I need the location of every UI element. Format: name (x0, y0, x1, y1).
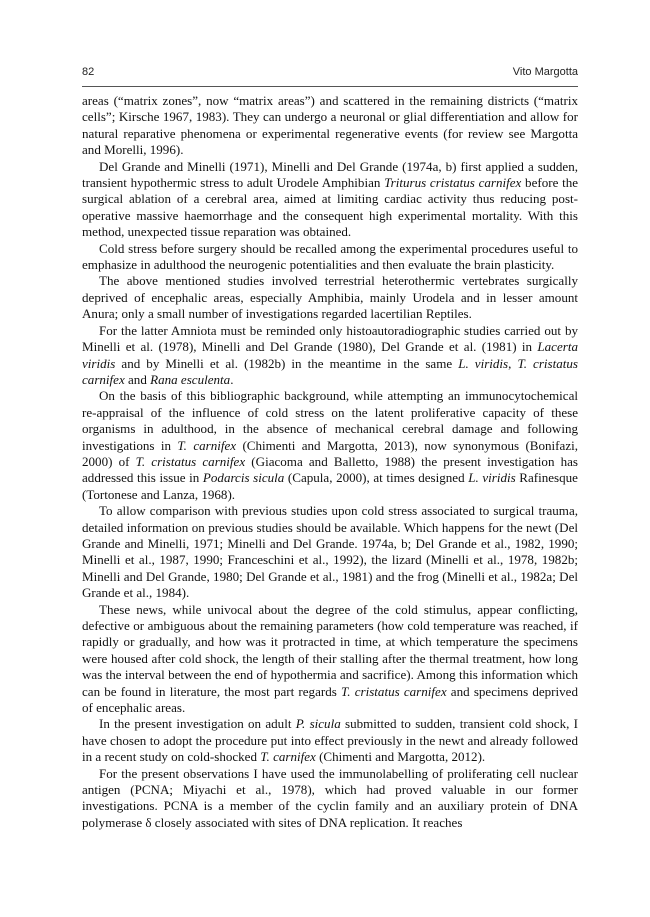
text-run: (Chimenti and Margotta, 2013), now synonymous (Bonifazi, 2000) of (82, 437, 578, 469)
text-run: To allow comparison with previous studies upon cold stress associated to surgical trauma, detailed information on previous studies should be available. Which happens for the newt (Del Grande and Minelli, 1971; Minelli and Del Grande. 1974a, b; Del Grande et al., 1982, 1990; Minelli et al., 1987, 1990; Franceschini et al., 1992), the lizard (Minelli et al., 1978, 1982b; Minelli and Del Grande, 1980; Del Grande et al., 1981) and the frog (Minelli et al., 1982a; Del Grande et al., 1984). (82, 503, 578, 601)
italic-term: L. viridis (458, 355, 509, 371)
text-run: Cold stress before surgery should be recalled among the experimental procedures useful to emphasize in adulthood the neurogenic potentialities and then evaluate the brain plasticity. (82, 240, 578, 273)
italic-term: T. carnifex (177, 437, 237, 453)
text-run: These news, while univocal about the degree of the cold stimulus, appear conflicting, defective or ambiguous about the remaining parameters (how cold temperature was reached, if rapidly or gradually, and how was it protracted in time, at which temperature the specimens were housed after cold shock, the length of their stalling after the thermal treatment, how long was the interval between the end of hypothermia and sacrifice). Among this information which can be found in literature, the most part regards (82, 601, 578, 699)
text-run: and (124, 371, 151, 387)
paragraph (82, 93, 578, 159)
text-run: The above mentioned studies involved terrestrial heterothermic vertebrates surgically deprived of encephalic areas, especially Amphibia, mainly Urodela and in lesser amount Anura; only a small number of investigations regarded lacertilian Reptiles. (82, 273, 578, 322)
running-head (82, 66, 578, 84)
italic-term: T. cristatus carnifex (341, 683, 447, 699)
text-run: On the basis of this bibliographic background, while attempting an immunocytochemical re-appraisal of the influence of cold stress on the latent proliferative capacity of these organisms in adulthood, in the absence of mechanical cerebral damage and following investigations in (82, 388, 578, 453)
italic-term: Triturus cristatus carnifex (384, 175, 522, 191)
paragraph (82, 323, 578, 389)
text-run: and specimens deprived of encephalic areas. (82, 683, 578, 716)
text-run: (Giacoma and Balletto, 1988) the present investigation has addressed this issue in (82, 453, 579, 486)
paragraph (82, 388, 578, 503)
text-run: and by Minelli et al. (1982b) in the meantime in the same (115, 355, 459, 371)
paragraph (82, 159, 578, 241)
text-run: submitted to sudden, transient cold shock, I have chosen to adopt the procedure put into effect previously in the newt and already followed in a recent study on cold-shocked (82, 716, 578, 765)
italic-term: Lacerta viridis (82, 339, 578, 371)
paragraph (82, 241, 578, 274)
text-run: For the latter Amniota must be reminded only histoautoradiographic studies carried out by Minelli et al. (1978), Minelli and Del Grande (1980), Del Grande et al. (1981) in (82, 322, 578, 355)
paragraph (82, 766, 578, 832)
text-run: (Capula, 2000), at times designed (284, 470, 469, 486)
paragraph (82, 602, 578, 717)
italic-term: T. cristatus carnifex (135, 453, 246, 469)
italic-term: Rana esculenta (150, 371, 231, 387)
body-text (82, 93, 578, 831)
paragraph (82, 503, 578, 601)
paragraph (82, 716, 578, 765)
text-run: In the present investigation on adult (99, 716, 296, 732)
italic-term: L. viridis (468, 470, 516, 486)
running-head-author: Vito Margotta (512, 66, 578, 78)
italic-term: T. carnifex (260, 749, 316, 765)
text-run: For the present observations I have used the immunolabelling of proliferating cell nuclear antigen (PCNA; Miyachi et al., 1978), which had proved valuable in our former investigations. PCNA is a member of the cyclin family and an auxiliary protein of DNA polymerase δ closely associated with sites of DNA replication. It reaches (82, 765, 578, 830)
text-run: before the surgical ablation of a cerebral area, aimed at limiting cardiac activity thus reducing post-operative massive haemorrhage and the consequent high experimental mortality. With this method, unexpected tissue reparation was obtained. (82, 175, 579, 240)
italic-term: Podarcis sicula (202, 470, 285, 486)
italic-term: P. sicula (295, 716, 341, 732)
italic-term: T. cristatus carnifex (82, 355, 579, 387)
header-rule (82, 86, 578, 87)
text-run: Del Grande and Minelli (1971), Minelli and Del Grande (1974a, b) first applied a sudden, transient hypothermic stress to adult Urodele Amphibian (82, 158, 578, 191)
text-run: Rafinesque (Tortonese and Lanza, 1968). (82, 470, 578, 502)
text-run: . (230, 371, 234, 387)
text-run: (Chimenti and Margotta, 2012). (315, 749, 486, 765)
text-run: areas (“matrix zones”, now “matrix areas”) and scattered in the remaining districts (“matrix cells”; Kirsche 1967, 1983). They can undergo a neuronal or glial differentiation and allow for natural reparative phenomena or experimental regenerative events (for review see Margotta and Morelli, 1996). (82, 93, 578, 158)
paragraph (82, 273, 578, 322)
page-number: 82 (82, 66, 95, 78)
text-run: , (508, 355, 518, 371)
